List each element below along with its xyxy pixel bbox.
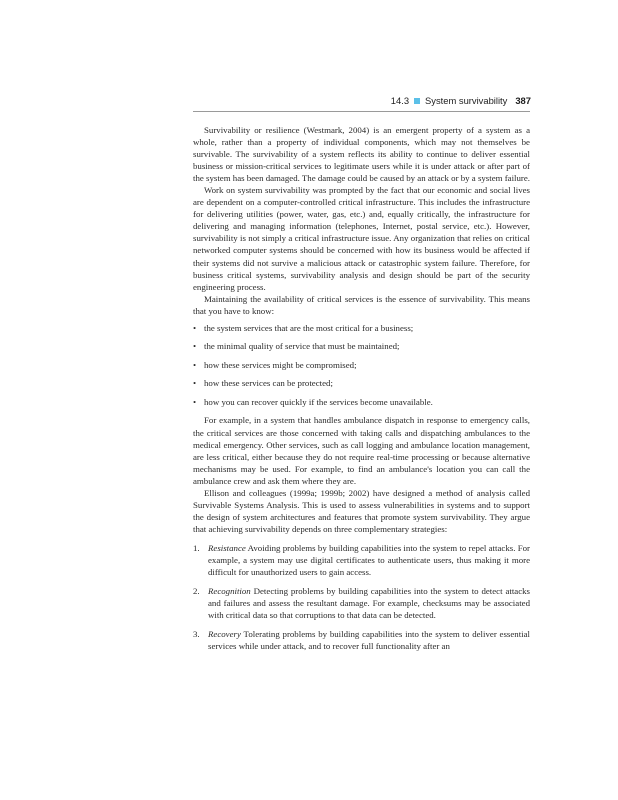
bullet-icon: • bbox=[193, 341, 197, 352]
strategy-text: Avoiding problems by building capabilities into the system to repel attacks. For example, a system may use digital certificates to authenticate users, thus making it more difficult for unauthorized users to gain access. bbox=[208, 542, 530, 578]
list-item-text: the minimal quality of service that must be maintained; bbox=[204, 341, 400, 352]
strategy-term: Recovery bbox=[208, 629, 241, 640]
strategy-text: Detecting problems by building capabilities into the system to detect attacks and failures and assess the resultant damage. For example, checksums may be associated with critical data so that corruptions to that data can be detected. bbox=[208, 586, 530, 621]
page-body bbox=[193, 124, 530, 659]
paragraph: Maintaining the availability of critical services is the essence of survivability. This means that you have to know: bbox=[193, 293, 530, 316]
strategy-item bbox=[193, 542, 530, 578]
strategy-term: Recognition bbox=[208, 586, 251, 597]
list-item bbox=[193, 359, 530, 371]
strategy-item bbox=[193, 628, 530, 652]
list-item bbox=[193, 396, 530, 408]
list-item-text: how you can recover quickly if the services become unavailable. bbox=[204, 396, 433, 407]
paragraph: Survivability or resilience (Westmark, 2004) is an emergent property of a system as a whole, rather than a property of individual components, which may not themselves be survivable. The survivability of a system reflects its ability to continue to deliver essential business or mission-critical services to legitimate users while it is under attack or after part of the system has been damaged. The damage could be caused by an attack or by a system failure. bbox=[193, 125, 531, 184]
requirements-list bbox=[193, 322, 530, 408]
section-marker-icon bbox=[414, 98, 420, 104]
bullet-icon: • bbox=[193, 322, 197, 333]
running-header bbox=[391, 95, 531, 106]
bullet-icon: • bbox=[193, 359, 197, 370]
item-number: 2. bbox=[193, 586, 200, 597]
strategy-text: Tolerating problems by building capabilities into the system to deliver essential services while under attack, and to recover full functionality after an bbox=[208, 629, 530, 652]
paragraph: Work on system survivability was prompted by the fact that our economic and social lives are dependent on a computer-controlled critical infrastructure. This includes the infrastructure for delivering utilities (power, water, gas, etc.) and, equally critically, the infrastructure for delivering and managing information (telephones, Internet, postal service, etc.). However, survivability is not simply a critical infrastructure issue. Any organization that relies on critical networked computer systems should be concerned with how its business would be affected if their systems did not survive a malicious attack or catastrophic system failure. Therefore, for business critical systems, survivability analysis and design should be part of the security engineering process. bbox=[193, 185, 530, 292]
paragraph: For example, in a system that handles ambulance dispatch in response to emergency calls, the critical services are those concerned with taking calls and dispatching ambulances to the medical emergency. Other services, such as call logging and ambulance location management, are less critical, either because they do not require real-time processing or because alternative mechanisms may be used. For example, to find an ambulance's location you can call the ambulance crew and ask them where they are. bbox=[193, 415, 530, 486]
header-rule bbox=[193, 111, 530, 112]
list-item-text: the system services that are the most critical for a business; bbox=[204, 322, 414, 333]
strategy-term: Resistance bbox=[208, 542, 246, 553]
list-item bbox=[193, 322, 530, 334]
bullet-icon: • bbox=[193, 396, 197, 407]
strategies-list bbox=[193, 542, 530, 652]
paragraph: Ellison and colleagues (1999a; 1999b; 2002) have designed a method of analysis called Survivable Systems Analysis. This is used to assess vulnerabilities in systems and to support the design of system architectures and features that promote system survivability. They argue that achieving survivability depends on three complementary strategies: bbox=[193, 487, 530, 534]
list-item bbox=[193, 377, 530, 389]
list-item bbox=[193, 340, 530, 352]
item-number: 3. bbox=[193, 629, 200, 640]
list-item-text: how these services might be compromised; bbox=[204, 359, 357, 370]
item-number: 1. bbox=[193, 542, 200, 553]
page-number: 387 bbox=[515, 95, 531, 106]
section-title: System survivability bbox=[425, 95, 508, 106]
section-number: 14.3 bbox=[390, 95, 410, 106]
list-item-text: how these services can be protected; bbox=[204, 378, 333, 389]
bullet-icon: • bbox=[193, 378, 197, 389]
strategy-item bbox=[193, 585, 530, 621]
